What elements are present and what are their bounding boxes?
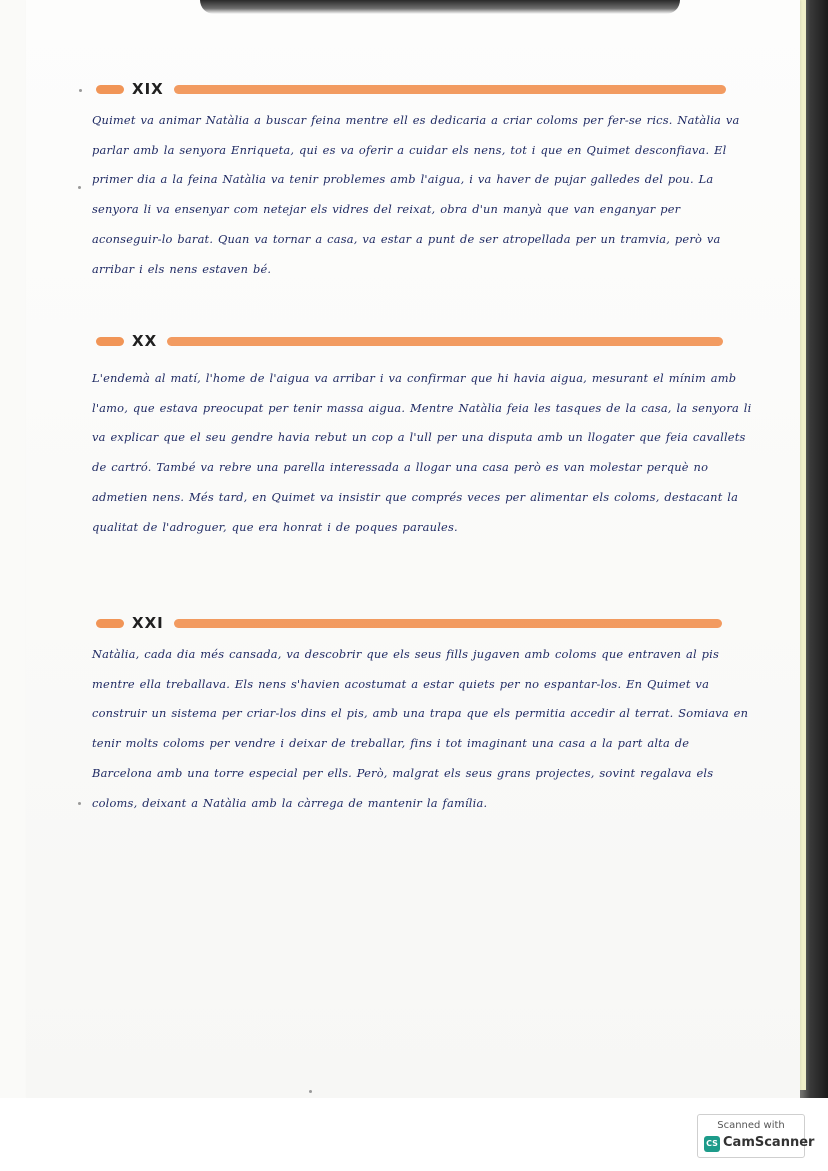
section-numeral: XX bbox=[132, 332, 158, 350]
scanned-with-label: Scanned with bbox=[717, 1120, 785, 1131]
section-numeral: XXI bbox=[132, 614, 164, 632]
camscanner-brand: CamScanner bbox=[723, 1135, 815, 1150]
section-paragraph-xxi: Natàlia, cada dia més cansada, va descobrir que els seus fills jugaven amb coloms que entraven al pis mentre ella treballava. Els nens s'havien acostumat a estar quiets per no espantar-los. En Quimet va construir un sistema per criar-los dins el pis, amb una trapa que els permitia accedir al terrat. Somiava en tenir molts coloms per vendre i deixar de treballar, fins i tot imaginant una casa a la part alta de Barcelona amb una torre especial per ells. Però, malgrat els seus grans projectes, sovint regalava els coloms, deixant a Natàlia amb la càrrega de mantenir la família. bbox=[92, 647, 749, 810]
scan-top-shadow bbox=[200, 0, 680, 14]
highlight-mark bbox=[96, 619, 124, 628]
highlight-bar bbox=[167, 337, 723, 346]
highlight-mark bbox=[96, 85, 124, 94]
scan-speck bbox=[78, 802, 81, 805]
scan-speck bbox=[78, 186, 81, 189]
section-numeral: XIX bbox=[132, 80, 164, 98]
highlight-bar bbox=[174, 619, 722, 628]
scan-speck bbox=[309, 1090, 312, 1093]
scan-speck bbox=[79, 89, 82, 92]
highlight-mark bbox=[96, 337, 124, 346]
highlight-bar bbox=[174, 85, 726, 94]
section-header-xix bbox=[96, 80, 726, 98]
section-header-xx bbox=[96, 332, 723, 350]
section-header-xxi bbox=[96, 614, 722, 632]
camscanner-logo-icon: CS bbox=[704, 1136, 720, 1152]
section-paragraph-xx: L'endemà al matí, l'home de l'aigua va arribar i va confirmar que hi havia aigua, mesurant el mínim amb l'amo, que estava preocupat per tenir massa aigua. Mentre Natàlia feia les tasques de la casa, la senyora li va explicar que el seu gendre havia rebut un cop a l'ull per una disputa amb un llogater que feia cavallets de cartró. També va rebre una parella interessada a llogar una casa però es van molestar perquè no admetien nens. Més tard, en Quimet va insistir que comprés veces per alimentar els coloms, destacant la qualitat de l'adroguer, que era honrat i de poques paraules. bbox=[92, 371, 752, 534]
camscanner-watermark bbox=[697, 1114, 815, 1158]
section-paragraph-xix: Quimet va animar Natàlia a buscar feina mentre ell es dedicaria a criar coloms per fer-se rics. Natàlia va parlar amb la senyora Enriqueta, qui es va oferir a cuidar els nens, tot i que en Quimet desconfiava. El primer dia a la feina Natàlia va tenir problemes amb l'aigua, i va haver de pujar galledes del pou. La senyora li va ensenyar com netejar els vidres del reixat, obra d'un manyà que van enganyar per aconseguir-lo barat. Quan va tornar a casa, va estar a punt de ser atropellada per un tramvia, però va arribar i els nens estaven bé. bbox=[92, 113, 740, 276]
